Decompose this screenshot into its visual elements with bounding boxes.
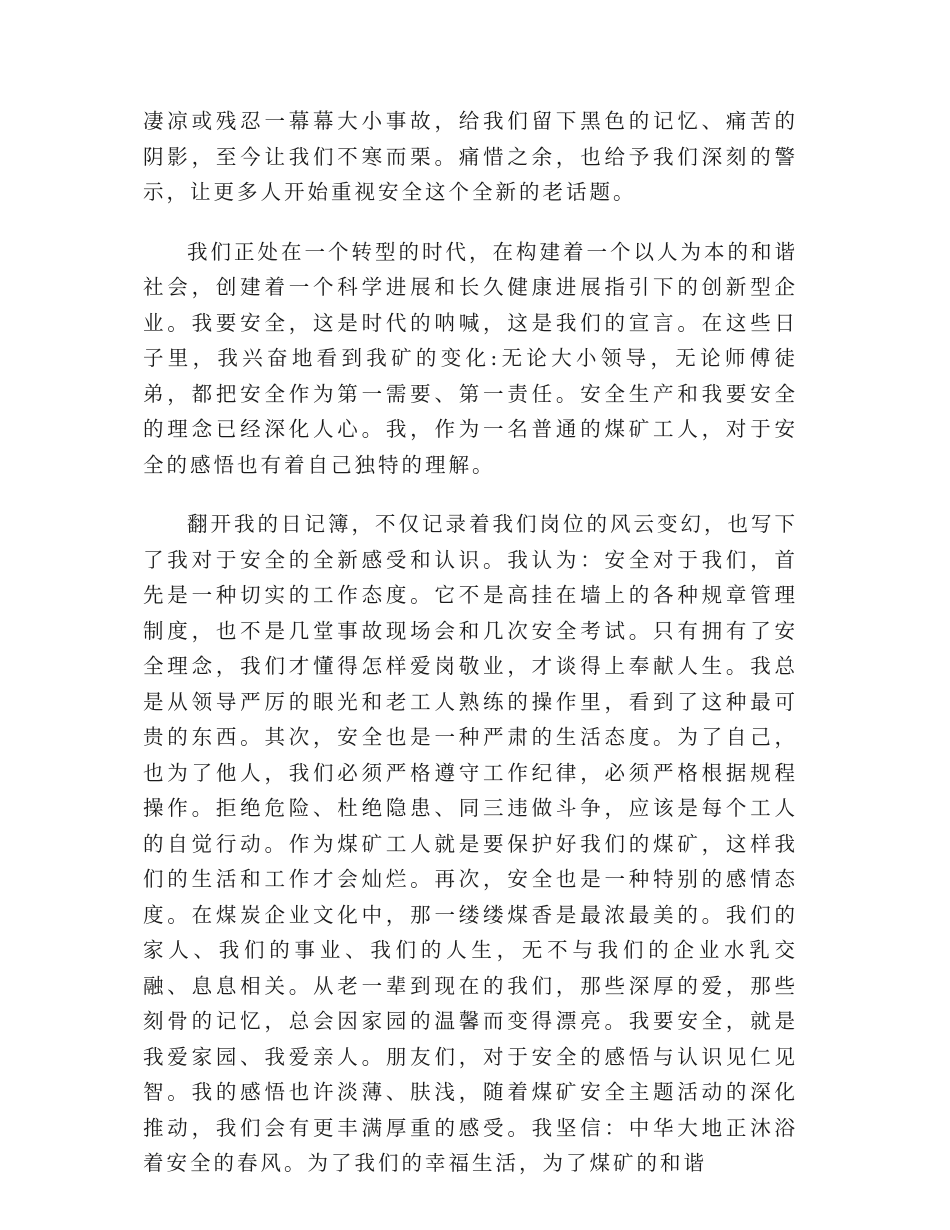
paragraph-2: 我们正处在一个转型的时代，在构建着一个以人为本的和谐社会，创建着一个科学进展和长久健康进展指引下的创新型企业。我要安全，这是时代的呐喊，这是我们的宣言。在这些日子里，我兴奋地看到我矿的变化:无论大小领导，无论师傅徒弟，都把安全作为第一需要、第一责任。安全生产和我要安全的理念已经深化人心。我，作为一名普通的煤矿工人，对于安全的感悟也有着自己独特的理解。 xyxy=(143,239,798,477)
paragraph-3: 翻开我的日记簿，不仅记录着我们岗位的风云变幻，也写下了我对于安全的全新感受和认识。我认为：安全对于我们，首先是一种切实的工作态度。它不是高挂在墙上的各种规章管理制度，也不是几堂事故现场会和几次安全考试。只有拥有了安全理念，我们才懂得怎样爱岗敬业，才谈得上奉献人生。我总是从领导严厉的眼光和老工人熟练的操作里，看到了这种最可贵的东西。其次，安全也是一种严肃的生活态度。为了自己，也为了他人，我们必须严格遵守工作纪律，必须严格根据规程操作。拒绝危险、杜绝隐患、同三违做斗争，应该是每个工人的自觉行动。作为煤矿工人就是要保护好我们的煤矿，这样我们的生活和工作才会灿烂。再次，安全也是一种特别的感情态度。在煤炭企业文化中，那一缕缕煤香是最浓最美的。我们的家人、我们的事业、我们的人生，无不与我们的企业水乳交融、息息相关。从老一辈到现在的我们，那些深厚的爱，那些刻骨的记忆，总会因家园的温馨而变得漂亮。我要安全，就是我爱家园、我爱亲人。朋友们，对于安全的感悟与认识见仁见智。我的感悟也许淡薄、肤浅，随着煤矿安全主题活动的深化推动，我们会有更丰满厚重的感受。我坚信：中华大地正沐浴着安全的春风。为了我们的幸福生活，为了煤矿的和谐 xyxy=(143,512,798,1175)
paragraph-1: 凄凉或残忍一幕幕大小事故，给我们留下黑色的记忆、痛苦的阴影，至今让我们不寒而栗。痛惜之余，也给予我们深刻的警示，让更多人开始重视安全这个全新的老话题。 xyxy=(143,109,798,204)
document-page xyxy=(143,104,798,1182)
